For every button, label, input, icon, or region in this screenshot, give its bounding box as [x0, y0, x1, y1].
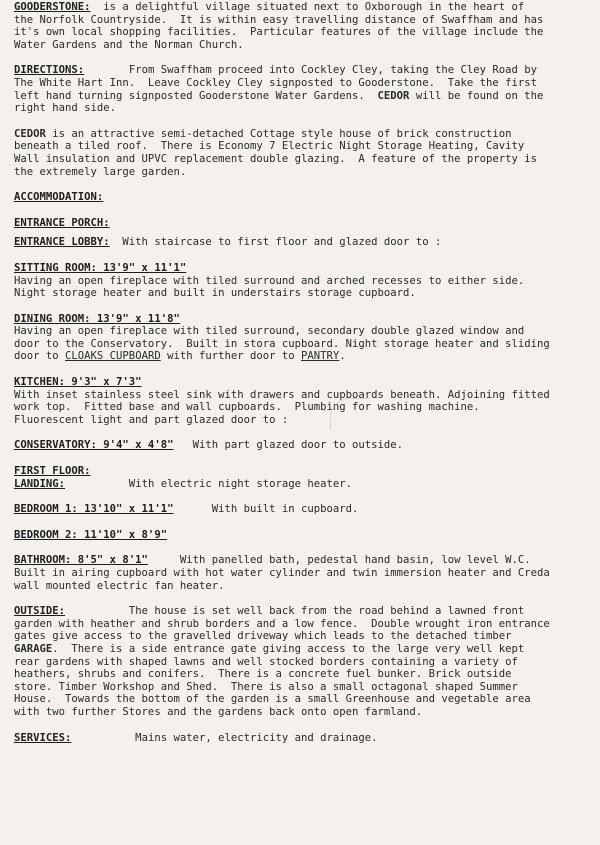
- entrance-lobby-section: ENTRANCE LOBBY: With staircase to first floor and glazed door to :: [14, 236, 442, 249]
- directions-line: right hand side.: [14, 102, 117, 115]
- directions-heading: DIRECTIONS:: [14, 64, 85, 77]
- directions-line: From Swaffham proceed into Cockley Cley, taking the Cley Road by: [84, 64, 538, 77]
- directions-line: The White Hart Inn. Leave Cockley Cley signposted to Gooderstone. Take the first: [14, 76, 537, 89]
- first-floor-heading: FIRST FLOOR:: [14, 465, 91, 478]
- intro-line: the Norfolk Countryside. It is within easy travelling distance of Swaffham and has: [14, 13, 544, 26]
- outside-section: OUTSIDE: The house is set well back from the road behind a lawned front garden with heather and shrub borders and a low fence. Double wrought iron entrance gates give access to the gravelled driveway which leads to the detached timber GARAGE. There is a side entrance gate giving access to the large very well kept rear gardens with shaped lawns and well stocked borders containing a variety of heathers, shrubs and conifers. There is a concrete fuel bunker. Brick outside store. Timber Workshop and Shed. There is also a small octagonal shaped Summer House. Towards the bottom of the garden is a small Greenhouse and vegetable area with two further Stores and the gardens back onto open farmland.: [14, 605, 550, 718]
- landing-heading: LANDING:: [14, 477, 66, 490]
- cedor-name: CEDOR: [14, 127, 46, 140]
- intro-section: [14, 1, 584, 51]
- bathroom-section: BATHROOM: 8'5" x 8'1" With panelled bath, pedestal hand basin, low level W.C. Built in airing cupboard with hot water cylinder and twin immersion heater and Creda wall mounted electric fan heater.: [14, 554, 550, 592]
- description-line: the extremely large garden.: [14, 165, 187, 178]
- pantry-label: PANTRY: [301, 350, 340, 363]
- services-section: SERVICES: Mains water, electricity and drainage.: [14, 731, 378, 744]
- accommodation-heading: ACCOMMODATION:: [14, 191, 104, 204]
- bedroom2-section: [14, 529, 584, 542]
- outside-heading: OUTSIDE:: [14, 605, 66, 618]
- description-line: Wall insulation and UPVC replacement double glazing. A feature of the property is: [14, 152, 537, 165]
- intro-line: is a delightful village situated next to Oxborough in the heart of: [90, 1, 525, 13]
- property-document: [14, 0, 584, 757]
- directions-section: DIRECTIONS: From Swaffham proceed into Cockley Cley, taking the Cley Road by The White Hart Inn. Leave Cockley Cley signposted to Gooderstone. Take the first left hand turning signposted Gooderstone Water Gardens. CEDOR will be found on the right hand side.: [14, 64, 584, 114]
- cloaks-cupboard-label: CLOAKS CUPBOARD: [65, 350, 161, 363]
- intro-line: it's own local shopping facilities. Particular features of the village include the: [14, 26, 544, 39]
- dining-room-heading: DINING ROOM: 13'9" x 11'8": [14, 312, 180, 325]
- paper-crease-mark: [330, 398, 371, 429]
- description-line: beneath a tiled roof. There is Economy 7 Electric Night Storage Heating, Cavity: [14, 140, 525, 153]
- first-floor-section: FIRST FLOOR: LANDING: With electric night storage heater.: [14, 465, 584, 490]
- directions-line: left hand turning signposted Gooderstone Water Gardens.: [14, 89, 378, 102]
- kitchen-heading: KITCHEN: 9'3" x 7'3": [14, 376, 142, 389]
- bedroom1-section: BEDROOM 1: 13'10" x 11'1" With built in cupboard.: [14, 503, 359, 516]
- intro-line: Water Gardens and the Norman Church.: [14, 38, 244, 51]
- description-section: CEDOR is an attractive semi-detached Cottage style house of brick construction beneath a tiled roof. There is Economy 7 Electric Night Storage Heating, Cavity Wall insulation and UPVC replacement double glazing. A feature of the property is the extremely large garden.: [14, 128, 584, 178]
- entrance-porch-section: [14, 217, 584, 230]
- sitting-room-heading: SITTING ROOM: 13'9" x 11'1": [14, 261, 187, 274]
- entrance-porch-heading: ENTRANCE PORCH:: [14, 216, 110, 229]
- accommodation-section: [14, 191, 584, 204]
- dining-room-section: DINING ROOM: 13'9" x 11'8" Having an open fireplace with tiled surround, secondary double glazed window and door to the Conservatory. Built in stora cupboard. Night storage heater and sliding door to CLOAKS CUPBOARD with further door to PANTRY.: [14, 313, 584, 363]
- kitchen-section: KITCHEN: 9'3" x 7'3" With inset stainless steel sink with drawers and cupboards beneath. Adjoining fitted work top. Fitted base and wall cupboards. Plumbing for washing machine. Fluorescent light and part glazed door to :: [14, 376, 584, 426]
- conservatory-section: CONSERVATORY: 9'4" x 4'8" With part glazed door to outside.: [14, 439, 404, 452]
- bedroom2-heading: BEDROOM 2: 11'10" x 8'9": [14, 528, 168, 541]
- bedroom1-heading: BEDROOM 1: 13'10" x 11'1": [14, 503, 174, 516]
- garage-label: GARAGE: [14, 642, 53, 655]
- gooderstone-heading: GOODERSTONE:: [14, 1, 91, 13]
- sitting-room-section: SITTING ROOM: 13'9" x 11'1" Having an open fireplace with tiled surround and arched recesses to either side. Night storage heater and built in understairs storage cupboard.: [14, 262, 584, 300]
- services-heading: SERVICES:: [14, 731, 72, 744]
- cedor-name: CEDOR: [377, 89, 410, 102]
- conservatory-heading: CONSERVATORY: 9'4" x 4'8": [14, 439, 174, 452]
- entrance-lobby-heading: ENTRANCE LOBBY:: [14, 236, 110, 249]
- bathroom-heading: BATHROOM: 8'5" x 8'1": [14, 554, 148, 567]
